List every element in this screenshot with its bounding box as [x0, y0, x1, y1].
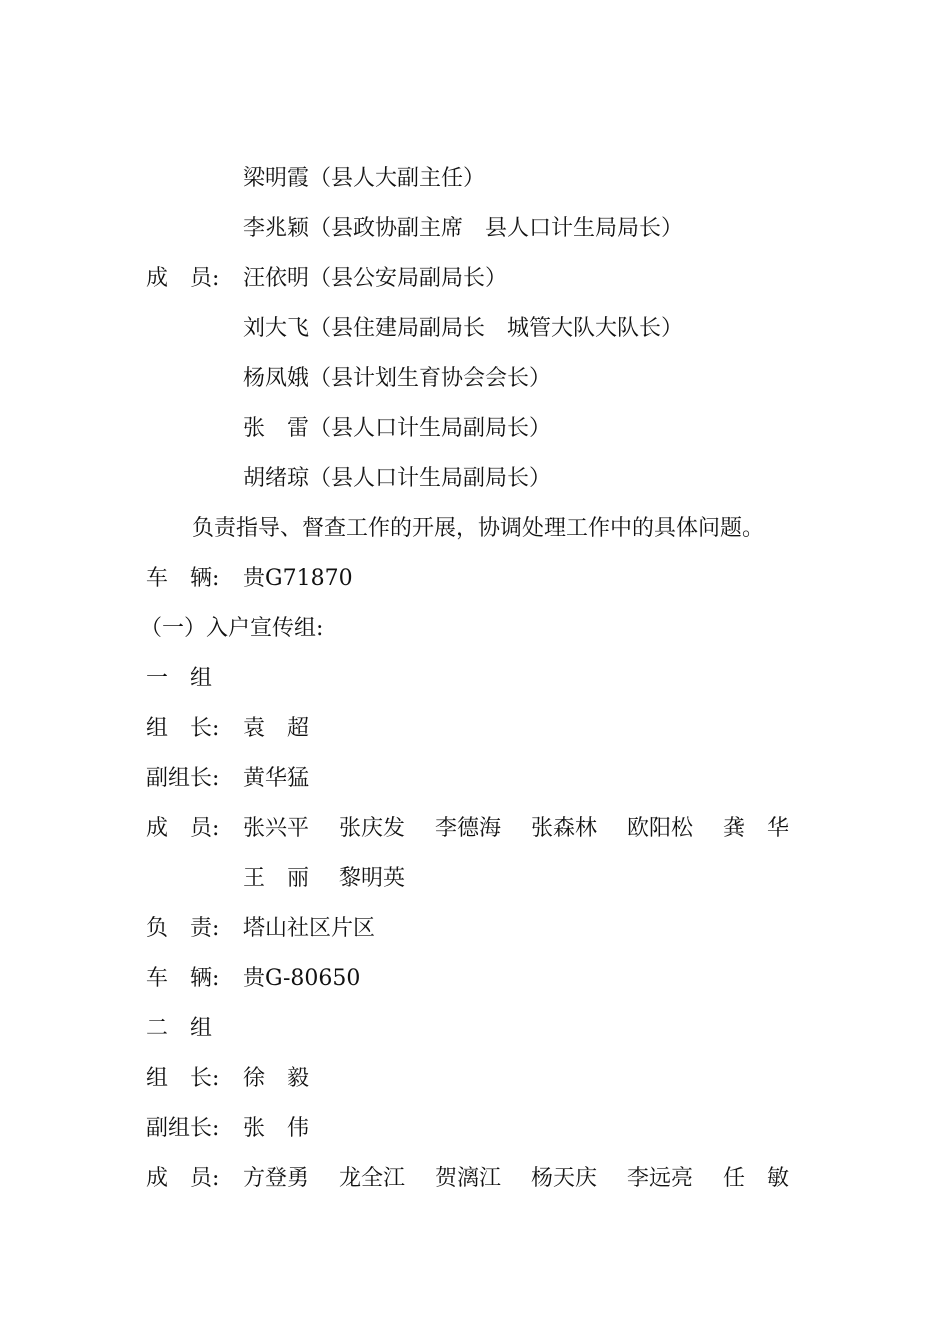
leader-entry: 梁明霞（县人大副主任）: [243, 166, 486, 191]
group1-area: 塔山社区片区: [243, 916, 376, 941]
group2-deputy: 张 伟: [243, 1116, 310, 1141]
group2-members-row-1: [243, 1154, 789, 1204]
member-entry: 汪依明（县公安局副局长）: [243, 266, 508, 291]
group2-leader-label: 组 长:: [146, 1066, 220, 1091]
member-entry: 杨凤娥（县计划生育协会会长）: [243, 366, 552, 391]
group1-members-label: 成 员:: [146, 816, 220, 841]
group2-member: 杨天庆: [531, 1166, 598, 1191]
group1-vehicle: 贵G-80650: [243, 966, 361, 991]
group1-member: 张森林: [531, 816, 598, 841]
section-title: （一）入户宣传组:: [140, 616, 324, 641]
group1-deputy-label: 副组长:: [146, 766, 220, 791]
group1-member: 欧阳松: [627, 816, 694, 841]
member-entry: 张 雷（县人口计生局副局长）: [243, 416, 552, 441]
group1-area-label: 负 责:: [146, 916, 220, 941]
group1-leader-label: 组 长:: [146, 716, 220, 741]
group1-member: 张庆发: [339, 816, 406, 841]
member-entry: 胡绪琼（县人口计生局副局长）: [243, 466, 552, 491]
member-entry: 刘大飞（县住建局副局长 城管大队大队长）: [243, 316, 684, 341]
group2-member: 龙全江: [339, 1166, 406, 1191]
group1-members-row-1: [243, 804, 789, 854]
vehicle-label: 车 辆:: [146, 566, 220, 591]
group1-members-row-2: [243, 854, 405, 904]
group1-member: 黎明英: [339, 866, 406, 891]
group2-member: 方登勇: [243, 1166, 310, 1191]
group2-members-label: 成 员:: [146, 1166, 220, 1191]
group2-member: 李远亮: [627, 1166, 694, 1191]
group2-leader: 徐 毅: [243, 1066, 310, 1091]
vehicle-value: 贵G71870: [243, 566, 353, 591]
group1-member: 张兴平: [243, 816, 310, 841]
group1-title: 一 组: [146, 666, 213, 691]
duty-text: 负责指导、督查工作的开展，协调处理工作中的具体问题。: [192, 516, 765, 541]
group2-deputy-label: 副组长:: [146, 1116, 220, 1141]
members-label: 成 员:: [146, 266, 220, 291]
group1-leader: 袁 超: [243, 716, 310, 741]
group1-member: 李德海: [435, 816, 502, 841]
group1-deputy: 黄华猛: [243, 766, 310, 791]
group1-member: 王 丽: [243, 866, 310, 891]
group2-member: 任 敏: [723, 1166, 790, 1191]
group2-member: 贺漓江: [435, 1166, 502, 1191]
group1-member: 龚 华: [723, 816, 790, 841]
group2-title: 二 组: [146, 1016, 213, 1041]
leader-entry: 李兆颖（县政协副主席 县人口计生局局长）: [243, 216, 684, 241]
group1-vehicle-label: 车 辆:: [146, 966, 220, 991]
